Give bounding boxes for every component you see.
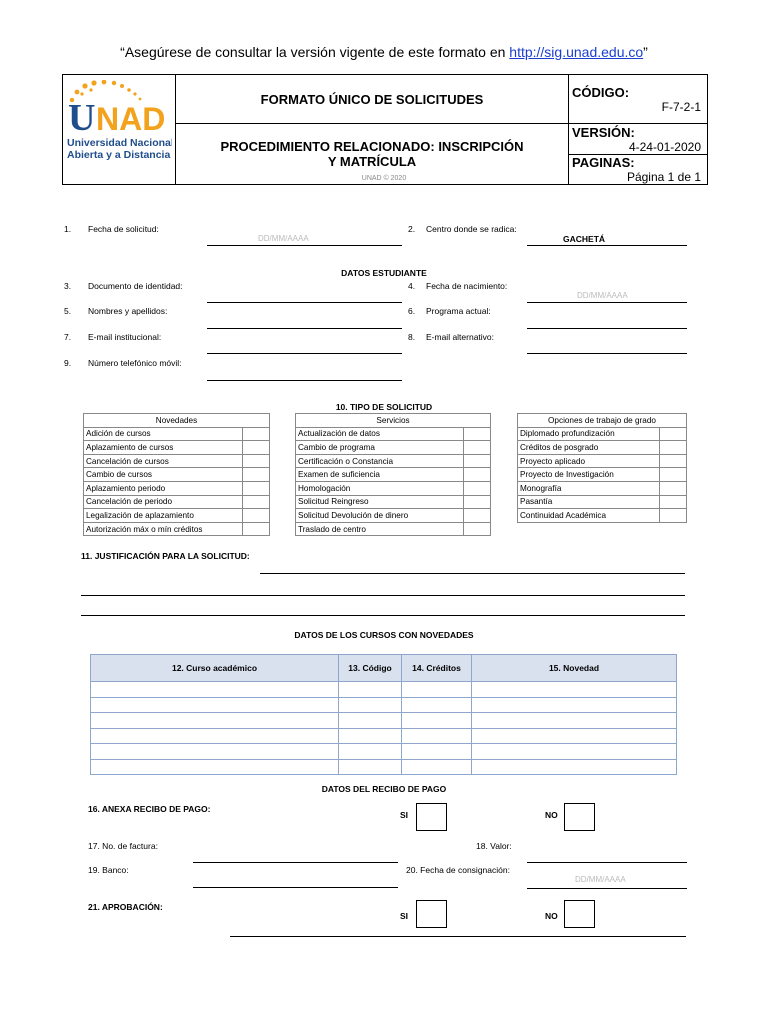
servicios-option-checkbox[interactable] xyxy=(464,454,491,468)
servicios-table xyxy=(295,413,491,536)
request-type-title: 10. TIPO DE SOLICITUD xyxy=(335,402,433,412)
servicios-option-checkbox[interactable] xyxy=(464,495,491,509)
servicios-option-checkbox[interactable] xyxy=(464,481,491,495)
novelty-cell[interactable] xyxy=(472,697,677,713)
copyright: UNAD © 2020 xyxy=(361,175,407,182)
servicios-option: Cambio de programa xyxy=(296,441,464,455)
servicios-option-checkbox[interactable] xyxy=(464,468,491,482)
f6-label: Programa actual: xyxy=(426,306,491,316)
current-program-field[interactable] xyxy=(527,328,687,329)
code-label: CÓDIGO: xyxy=(572,84,630,100)
code-cell[interactable] xyxy=(339,697,402,713)
center-value: GACHETÁ xyxy=(563,234,606,244)
novedades-table xyxy=(83,413,270,536)
version-value: 4-24-01-2020 xyxy=(628,139,701,154)
f7-number: 7. xyxy=(64,332,72,342)
f3-number: 3. xyxy=(64,281,72,291)
novedades-option: Legalización de aplazamiento xyxy=(84,509,243,523)
grado-option-checkbox[interactable] xyxy=(660,454,687,468)
servicios-option: Homologación xyxy=(296,481,464,495)
courses-section-title: DATOS DE LOS CURSOS CON NOVEDADES xyxy=(294,630,474,640)
f9-label: Número telefónico móvil: xyxy=(88,358,182,368)
f19-label: 19. Banco: xyxy=(88,865,129,875)
grado-option-checkbox[interactable] xyxy=(660,468,687,482)
f8-label: E-mail alternativo: xyxy=(426,332,495,342)
code-cell[interactable] xyxy=(339,713,402,729)
credits-header: 14. Créditos xyxy=(402,655,472,682)
credits-cell[interactable] xyxy=(402,744,472,760)
center-field[interactable] xyxy=(527,245,687,246)
servicios-header: Servicios xyxy=(296,414,491,428)
approval-yes-label: SI xyxy=(400,911,409,921)
institutional-email-field[interactable] xyxy=(207,353,402,354)
birth-date-field[interactable] xyxy=(527,302,687,303)
course-cell[interactable] xyxy=(91,682,339,698)
novelty-cell[interactable] xyxy=(472,682,677,698)
course-cell[interactable] xyxy=(91,759,339,775)
pages-value: Página 1 de 1 xyxy=(626,170,701,184)
novelty-cell[interactable] xyxy=(472,744,677,760)
novedades-option-checkbox[interactable] xyxy=(243,522,270,536)
svg-text:NAD: NAD xyxy=(96,101,166,137)
servicios-option: Actualización de datos xyxy=(296,427,464,441)
grado-option-checkbox[interactable] xyxy=(660,495,687,509)
birth-date-placeholder: DD/MM/AAAA xyxy=(577,291,628,300)
novedades-option: Aplazamiento de cursos xyxy=(84,441,243,455)
grado-option: Monografía xyxy=(518,481,660,495)
grado-option-checkbox[interactable] xyxy=(660,481,687,495)
grado-option: Continuidad Académica xyxy=(518,509,660,523)
f9-number: 9. xyxy=(64,358,72,368)
bank-field[interactable] xyxy=(193,887,398,888)
receipt-no-checkbox[interactable] xyxy=(564,803,595,831)
novedades-option: Autorización máx o mín créditos xyxy=(84,522,243,536)
code-cell[interactable] xyxy=(339,759,402,775)
deposit-date-field[interactable] xyxy=(527,888,687,889)
course-row xyxy=(91,682,677,698)
student-section-title: DATOS ESTUDIANTE xyxy=(341,268,427,278)
servicios-option: Solicitud Devolución de dinero xyxy=(296,509,464,523)
logo-letters: U xyxy=(68,97,96,139)
f1-number: 1. xyxy=(64,224,72,234)
novedades-option-checkbox[interactable] xyxy=(243,509,270,523)
f17-label: 17. No. de factura: xyxy=(88,841,158,851)
novedades-option-checkbox[interactable] xyxy=(243,441,270,455)
code-cell[interactable] xyxy=(339,728,402,744)
payment-section-title: DATOS DEL RECIBO DE PAGO xyxy=(321,784,447,794)
amount-field[interactable] xyxy=(527,862,687,863)
novedades-option: Aplazamiento periodo xyxy=(84,481,243,495)
f16-label: 16. ANEXA RECIBO DE PAGO: xyxy=(88,804,211,814)
course-row xyxy=(91,697,677,713)
grado-option: Créditos de posgrado xyxy=(518,441,660,455)
course-cell[interactable] xyxy=(91,728,339,744)
grado-option-checkbox[interactable] xyxy=(660,427,687,441)
servicios-option-checkbox[interactable] xyxy=(464,441,491,455)
justification-line-2[interactable] xyxy=(81,595,685,596)
notice-text: “Asegúrese de consultar la versión vigente de este formato en xyxy=(120,44,510,60)
novedades-option-checkbox[interactable] xyxy=(243,468,270,482)
code-cell xyxy=(569,75,708,124)
full-name-field[interactable] xyxy=(207,328,402,329)
justification-line-1[interactable] xyxy=(260,573,685,574)
credits-cell[interactable] xyxy=(402,728,472,744)
logo-subtitle-1: Universidad Nacional xyxy=(67,137,172,149)
servicios-option: Traslado de centro xyxy=(296,522,464,536)
f20-label: 20. Fecha de consignación: xyxy=(406,865,510,875)
code-cell[interactable] xyxy=(339,744,402,760)
grado-option: Proyecto de Investigación xyxy=(518,468,660,482)
novedades-option: Cancelación de periodo xyxy=(84,495,243,509)
f6-number: 6. xyxy=(408,306,416,316)
novedades-option: Adición de cursos xyxy=(84,427,243,441)
f2-number: 2. xyxy=(408,224,416,234)
courses-table xyxy=(90,654,677,775)
novedades-option: Cambio de cursos xyxy=(84,468,243,482)
grado-option-checkbox[interactable] xyxy=(660,509,687,523)
f5-number: 5. xyxy=(64,306,72,316)
course-row xyxy=(91,744,677,760)
f21-label: 21. APROBACIÓN: xyxy=(88,902,163,912)
f5-label: Nombres y apellidos: xyxy=(88,306,168,316)
invoice-number-field[interactable] xyxy=(193,862,398,863)
justification-line-3[interactable] xyxy=(81,615,685,616)
request-date-placeholder: DD/MM/AAAA xyxy=(258,234,309,243)
f2-label: Centro donde se radica: xyxy=(426,224,517,234)
f1-label: Fecha de solicitud: xyxy=(88,224,159,234)
code-cell[interactable] xyxy=(339,682,402,698)
credits-cell[interactable] xyxy=(402,713,472,729)
alternative-email-field[interactable] xyxy=(527,353,687,354)
novedades-option-checkbox[interactable] xyxy=(243,427,270,441)
course-row xyxy=(91,713,677,729)
pages-label: PAGINAS: xyxy=(572,155,635,170)
course-cell[interactable] xyxy=(91,713,339,729)
grado-option-checkbox[interactable] xyxy=(660,441,687,455)
grado-option: Diplomado profundización xyxy=(518,427,660,441)
course-cell[interactable] xyxy=(91,697,339,713)
course-cell[interactable] xyxy=(91,744,339,760)
request-date-field[interactable] xyxy=(207,245,402,246)
approval-no-checkbox[interactable] xyxy=(564,900,595,928)
mobile-phone-field[interactable] xyxy=(207,380,402,381)
form-title: FORMATO ÚNICO DE SOLICITUDES xyxy=(176,75,569,124)
credits-cell[interactable] xyxy=(402,682,472,698)
approval-signature-line[interactable] xyxy=(230,936,686,937)
f4-label: Fecha de nacimiento: xyxy=(426,281,508,291)
f3-label: Documento de identidad: xyxy=(88,281,183,291)
course-header: 12. Curso académico xyxy=(91,655,339,682)
servicios-option: Solicitud Reingreso xyxy=(296,495,464,509)
servicios-option-checkbox[interactable] xyxy=(464,509,491,523)
receipt-yes-checkbox[interactable] xyxy=(416,803,447,831)
version-label: VERSIÓN: xyxy=(572,124,635,140)
receipt-no-label: NO xyxy=(545,810,558,820)
notice-link[interactable]: http://sig.unad.edu.co xyxy=(509,44,644,60)
justification-label: 11. JUSTIFICACIÓN PARA LA SOLICITUD: xyxy=(81,551,250,561)
servicios-option: Examen de suficiencia xyxy=(296,468,464,482)
credits-cell[interactable] xyxy=(402,759,472,775)
novedades-header: Novedades xyxy=(84,414,270,428)
grado-header: Opciones de trabajo de grado xyxy=(518,414,687,428)
servicios-option: Certificación o Constancia xyxy=(296,454,464,468)
novelty-cell[interactable] xyxy=(472,713,677,729)
grado-table xyxy=(517,413,687,523)
novedades-option-checkbox[interactable] xyxy=(243,495,270,509)
novedades-option: Cancelación de cursos xyxy=(84,454,243,468)
approval-no-label: NO xyxy=(545,911,558,921)
notice-end: ” xyxy=(643,44,648,60)
id-document-field[interactable] xyxy=(207,302,402,303)
approval-yes-checkbox[interactable] xyxy=(416,900,447,928)
novedades-option-checkbox[interactable] xyxy=(243,481,270,495)
code-value: F-7-2-1 xyxy=(661,99,701,114)
version-notice xyxy=(0,44,768,60)
version-cell xyxy=(569,124,708,155)
credits-cell[interactable] xyxy=(402,697,472,713)
novelty-cell[interactable] xyxy=(472,759,677,775)
unad-logo-graphic xyxy=(66,80,172,170)
novelty-header: 15. Novedad xyxy=(472,655,677,682)
procedure-title: PROCEDIMIENTO RELACIONADO: INSCRIPCIÓN Y MATRÍCULA xyxy=(176,124,569,185)
course-row xyxy=(91,728,677,744)
receipt-yes-label: SI xyxy=(400,810,409,820)
servicios-option-checkbox[interactable] xyxy=(464,522,491,536)
f8-number: 8. xyxy=(408,332,416,342)
f18-label: 18. Valor: xyxy=(476,841,512,851)
course-row xyxy=(91,759,677,775)
unad-logo xyxy=(66,80,172,170)
servicios-option-checkbox[interactable] xyxy=(464,427,491,441)
code-header: 13. Código xyxy=(339,655,402,682)
grado-option: Pasantía xyxy=(518,495,660,509)
novedades-option-checkbox[interactable] xyxy=(243,454,270,468)
logo-subtitle-2: Abierta y a Distancia xyxy=(67,149,171,161)
deposit-date-placeholder: DD/MM/AAAA xyxy=(575,875,626,884)
f7-label: E-mail institucional: xyxy=(88,332,162,342)
novelty-cell[interactable] xyxy=(472,728,677,744)
grado-option: Proyecto aplicado xyxy=(518,454,660,468)
f4-number: 4. xyxy=(408,281,416,291)
